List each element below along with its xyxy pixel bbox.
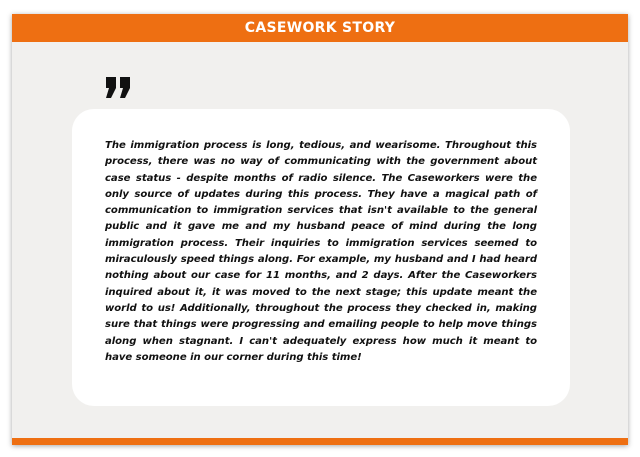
casework-story-card bbox=[12, 14, 628, 445]
footer-bar bbox=[12, 438, 628, 445]
testimonial-panel bbox=[72, 109, 570, 406]
testimonial-text: The immigration process is long, tedious, and wearisome. Throughout this process, there was no way of communicating with the government about case status - despite months of radio silence. The Caseworkers were the only source of updates during this process. They have a magical path of communication to immigration services that isn't available to the general public and it gave me and my husband peace of mind during the long immigration process. Their inquiries to immigration services seemed to miraculously speed things along. For example, my husband and I had heard nothing about our case for 11 months, and 2 days. After the Caseworkers inquired about it, it was moved to the next stage; this update meant the world to us! Additionally, throughout the process they checked in, making sure that things were progressing and emailing people to help move things along when stagnant. I can't adequately express how much it meant to have someone in our corner during this time! bbox=[105, 140, 537, 363]
quote-icon bbox=[105, 76, 133, 100]
page-title: CASEWORK STORY bbox=[12, 14, 628, 42]
